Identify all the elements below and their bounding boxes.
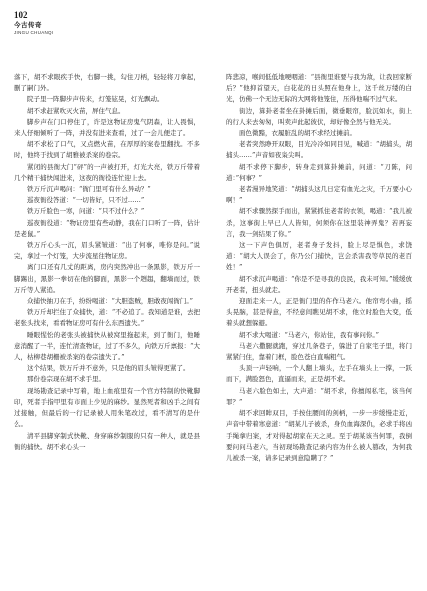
paragraph: 胡不求骤然探手而出，紧紧抓住老者的衣领，喝道：“我儿被杀，这事街上早已人人皆知，何须你在这里装神弄鬼？若再妄言，我一剑结果了你。” (226, 207, 412, 238)
paragraph: 睡眼惺忪的老张头被捕快从被窝里拖起来，到了衙门，他睡意消醒了一半，连忙清查物证，过了不多久，向铁万斤禀报：“大人，枯柳巷胡栅被杀案的卷宗遗失了。” (14, 330, 200, 362)
paragraph: 铁万斤却拦住了众捕快，道：“不必追了。我知道是谁，去把老张头找来，看看物证房可有什么东西遗失。” (14, 308, 200, 328)
paragraph: 落下，胡不求眼疾手快，右脚一挑，勾住刀柄，轻轻将刀拿起，删了嗣门外。 (14, 73, 200, 93)
page-header (14, 10, 53, 36)
paragraph: 胡不求回眸双目，手按住腰间的剑柄，一步一步缓慢走近，声音中带着寒意道：“胡某儿子被杀，身负血海深仇，必求手将凶手绳拿归案，才对得起胡家在天之灵。至于胡某该当何罪，我倒要问问马老六，当初现场勘查记录内容为什么被人篡改，为何我儿被杀一案，请多记录到意隐瞒了？” (226, 409, 412, 462)
paragraph: 老者漫异地笑道：“胡捕头这几日定有血光之灾，千万要小心啊！” (226, 185, 412, 205)
paragraph: 院子里一阵脚步声传来，灯笼铉晃，灯光飘动。 (27, 95, 164, 104)
right-text-column (226, 72, 412, 464)
paragraph: 巡夜衙役答道：“一切皆好，只不过……” (27, 196, 145, 205)
paragraph: 胡不求赶紧吹灭火苗，屏住气息。 (27, 106, 125, 115)
paragraph: 街边，算卦老者坐在卦摊后面，微垂眼帘，脸沉如水，街上的行人来去匆匆，叫卖声此起彼伏，却好像全然与他无关。 (226, 106, 412, 126)
paragraph: 众捕快抽刀在手，纷纷喝道：“大胆盗贼，胆敢夜闯衙门。” (27, 297, 193, 306)
paragraph: 那份卷宗现在胡不求手里。 (27, 375, 105, 384)
paragraph: 这一下声色俱厉，老者身子发抖，脸上尽是惧色，求饶道：“胡大人误会了，你乃公门捕快，岂会杀害我等草民的老百姓！” (226, 241, 412, 272)
paragraph: 清平县脚穿制式快靴、身穿麻纱制服的只有一种人，就是县衙的捕快。胡不求心头一 (14, 431, 200, 451)
magazine-title: 今古传奇 (14, 21, 42, 29)
paragraph: 头顶一声轻响，一个人翻上墙头，左手在墙头上一撑，一跃而下，满脸怒色，直逼而来，正是胡不求。 (226, 364, 412, 384)
paragraph: 铁万斤脸色一寒，问道：“只不过什么？” (27, 207, 145, 216)
paragraph: 阵悲凉，喉间低低地哽咽道：“县衙里谁要与我为敌，让我回家断后？”他抑首望天，白花花的日头照在他身上，这千丝万缕的白光，仿佛一个无边无际的大网将他笼住，压得他喘不过气来。 (226, 73, 412, 104)
magazine-pinyin: JINGU CHUANQI (14, 30, 54, 35)
paragraph: 胡不求沉声喝道：“你是不是寻我的良民，我未可知。”缓缓放开老者，扭头就走。 (226, 274, 412, 294)
page-number: 102 (14, 10, 28, 20)
paragraph: 巡夜衙役道：“物证房里有些动静，我在门口听了一阵，估计是老鼠。” (14, 218, 200, 238)
paragraph: 马老六脸色如土，大声道：“胡不求，你擅闯私宅，该当何罪？” (226, 386, 412, 406)
paragraph: 离门口还有几丈的距离，房内突然冲出一条黑影，铁万斤一脚踢出，黑影一拳切在他的脚面，黑影一个趔趄，翻墙而过，铁万斤等人紧追。 (14, 263, 200, 294)
paragraph: 迎面走来一人，正是衙门里的仵作马老六。他帘弯小曲，摇头晃脑，甚是得意，不经意间瞧见胡不求，他立时脸色大变，低着头就想躲避。 (226, 297, 412, 328)
paragraph: 紧闭的县衙大门“砰”的一声被打开，灯光大亮，铁万斤带着几个精干捕快闯进来，这夜的衙役连忙迎上去。 (14, 162, 200, 182)
paragraph: 铁万斤沉声喝问：“衙门里可有什么异动？” (27, 185, 151, 194)
paragraph: 脚步声在门口停住了，许是这物证房鬼气阴森，让人畏惧，来人仔细倾听了一阵，并没有进来查看，过了一会儿便走了。 (14, 117, 200, 138)
paragraph: 铁万斤心头一沉，眉头紧皱道：“出了何事，唯你是问。”说完，拿过一个灯笼，大步流星往物证房。 (14, 241, 200, 261)
paragraph: 胡不求大喝道：“马老六，你站住，我有事问你。” (239, 330, 379, 339)
paragraph: 胡不求停下脚步，转身走到算卦摊前，问道：“刀陈，问道：”何事？” (226, 162, 412, 182)
left-text-column (14, 72, 200, 453)
paragraph: 老者突然睁开双眼，目光冷冷如同目见，喊道：“胡捕头，胡捕头……”声音如夜枭尖叫。 (226, 140, 412, 160)
paragraph: 马老六撒腿就跑，穿过几条巷子，躲进了自家宅子里，将门紧紧闩住，靠着门框，脸色苍白直喘粗气。 (226, 341, 412, 362)
paragraph: 面色微黯，衣履脏乱的胡不求经过摊前。 (239, 129, 356, 138)
paragraph: 胡不求松了口气，又点燃火苗，在厚厚的案卷里翻找。不多时，他终于找到了胡雅被杀案的卷宗。 (14, 140, 200, 160)
paragraph: 现场勘查记录中写着，地上血痕里有一个官方特制的快靴脚印，死者手指甲里有市面上少见的麻纱。显然死者和凶手之间有过接触，但最后的一行记录被人用朱笔改过，看不清写的是什么。 (14, 386, 200, 429)
paragraph: 这个结果，铁万斤并不意外，只是他的眉头皱得更紧了。 (27, 364, 190, 373)
